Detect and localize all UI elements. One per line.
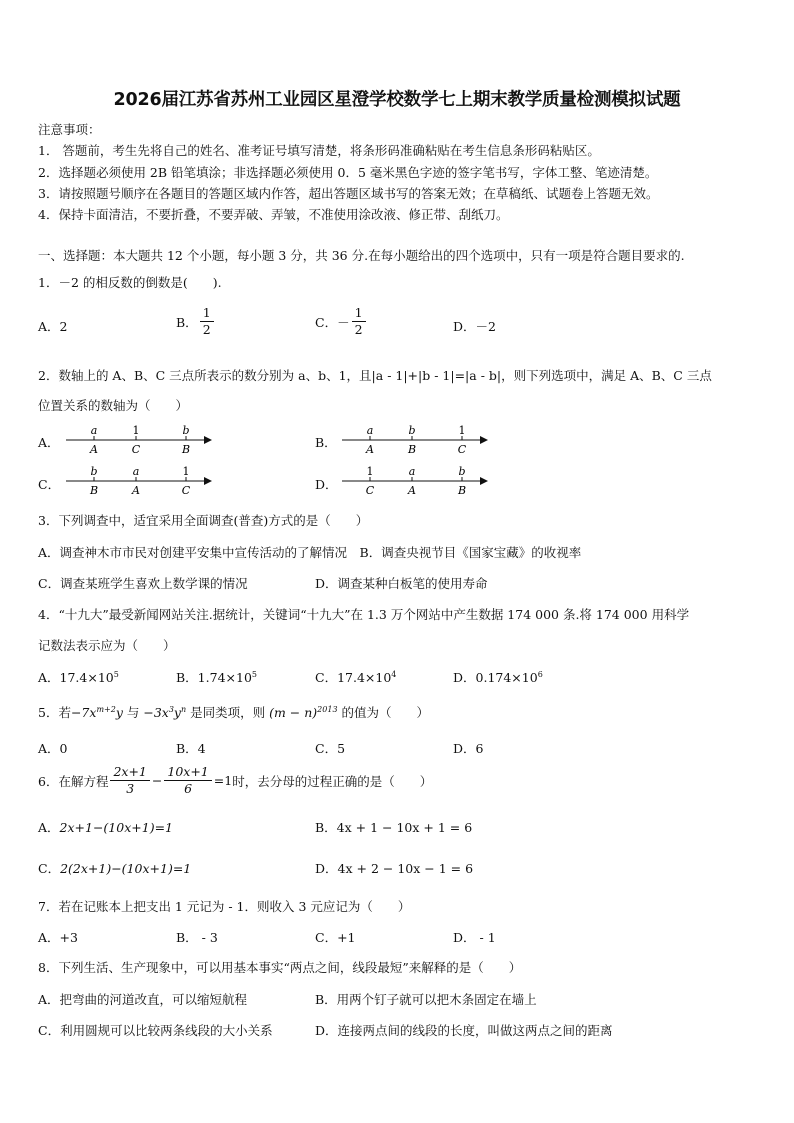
fraction-denominator: 3 — [126, 781, 135, 796]
point-name-label: B — [457, 484, 467, 497]
q4-option-a-base: A．17.4×10 — [38, 670, 114, 685]
q2-option-d-label: D． — [315, 477, 338, 492]
q4-option-b — [176, 668, 257, 686]
q6-prefix: 6．在解方程 — [38, 773, 109, 789]
q6-option-a-label: A． — [38, 820, 60, 835]
number-line-b — [342, 425, 492, 459]
point-value-label: b — [182, 424, 190, 437]
fraction-denominator: 6 — [184, 781, 193, 796]
q3-option-c: C．调查某班学生喜欢上数学课的情况 — [38, 576, 248, 591]
point-name-label: C — [181, 484, 191, 497]
point-name-label: A — [132, 484, 140, 497]
q4-option-d-exponent: 6 — [537, 669, 543, 679]
question-2-stem: 2．数轴上的 A、B、C 三点所表示的数分别为 a、b、1，且|a - 1|+|b - 1|=|a - b|，则下列选项中，满足 A、B、C 三点 — [38, 368, 712, 383]
q5-term-2-base: −3x — [143, 705, 169, 720]
point-value-label: a — [366, 424, 374, 437]
point-value-label: 1 — [182, 465, 190, 478]
q8-option-c: C．利用圆规可以比较两条线段的大小关系 — [38, 1023, 273, 1038]
q1-option-c — [315, 305, 368, 338]
q2-option-b-label: B． — [315, 435, 337, 450]
question-5-stem — [38, 703, 429, 721]
number-line-d — [342, 466, 492, 500]
number-line-c — [66, 466, 216, 500]
q1-option-c-label: C．－ — [315, 314, 350, 330]
point-value-label: a — [132, 465, 140, 478]
q6-fraction-2 — [164, 764, 211, 797]
q4-option-a — [38, 668, 119, 686]
q5-expression-base: (m − n) — [269, 705, 318, 720]
q5-option-a: A．0 — [38, 741, 68, 756]
notice-item: 3．请按照题号顺序在各题目的答题区域内作答，超出答题区域书写的答案无效；在草稿纸、试题卷上答题无效。 — [38, 186, 659, 201]
q6-fraction-1 — [110, 764, 149, 797]
q8-option-a: A．把弯曲的河道改直，可以缩短航程 — [38, 992, 248, 1007]
q4-option-d — [453, 668, 543, 686]
q5-option-c: C．5 — [315, 741, 346, 756]
axis-arrow-icon — [480, 436, 488, 444]
question-8-stem: 8．下列生活、生产现象中，可以用基本事实“两点之间，线段最短”来解释的是（ ） — [38, 960, 522, 975]
q5-option-d: D．6 — [453, 741, 484, 756]
fraction-denominator: 2 — [202, 322, 211, 337]
point-value-label: 1 — [132, 424, 140, 437]
axis-arrow-icon — [204, 477, 212, 485]
point-name-label: B — [407, 443, 417, 456]
q1-option-a: A．2 — [38, 319, 68, 334]
number-line-a — [66, 425, 216, 459]
q5-term-1 — [71, 705, 123, 720]
q6-option-a — [38, 818, 173, 836]
q5-term-2 — [143, 705, 186, 720]
notice-item: 4．保持卡面清洁，不要折叠，不要弄破、弄皱，不准使用涂改液、修正带、刮纸刀。 — [38, 207, 509, 222]
axis-arrow-icon — [480, 477, 488, 485]
q1-option-c-fraction — [352, 305, 366, 338]
q6-option-d: D．4x + 2 − 10x − 1 = 6 — [315, 861, 474, 876]
q5-expression — [269, 705, 337, 720]
q6-option-c — [38, 859, 191, 877]
point-value-label: a — [90, 424, 98, 437]
q7-option-d: D． - 1 — [453, 930, 496, 945]
q1-option-b — [176, 305, 216, 338]
q6-suffix: 时，去分母的过程正确的是（ ） — [232, 773, 433, 789]
q6-equals: =1 — [213, 773, 233, 788]
question-4-stem-cont: 记数法表示应为（ ） — [38, 638, 176, 653]
q1-option-b-label: B． — [176, 314, 198, 330]
q7-option-a: A．+3 — [38, 930, 78, 945]
q5-term-2-exponent: 3 — [168, 704, 174, 714]
q5-term-1-tail: y — [115, 705, 123, 720]
point-value-label: a — [408, 465, 416, 478]
fraction-numerator: 2x+1 — [110, 764, 149, 781]
q6-option-c-label: C． — [38, 861, 61, 876]
q4-option-b-exponent: 5 — [251, 669, 257, 679]
question-4-stem: 4．“十九大”最受新闻网站关注.据统计，关键词“十九大”在 1.3 万个网站中产生数据 174 000 条.将 174 000 用科学 — [38, 607, 690, 622]
point-value-label: b — [90, 465, 98, 478]
point-name-label: A — [408, 484, 416, 497]
q3-option-ab: A．调查神木市市民对创建平安集中宣传活动的了解情况 B．调查央视节目《国家宝藏》的收视率 — [38, 545, 582, 560]
q5-option-b: B．4 — [176, 741, 206, 756]
q4-option-c-exponent: 4 — [391, 669, 397, 679]
q6-option-b: B．4x + 1 − 10x + 1 = 6 — [315, 820, 473, 835]
q3-option-d: D．调查某种白板笔的使用寿命 — [315, 576, 488, 591]
q5-term-2-tail: y — [173, 705, 181, 720]
q6-minus: − — [151, 773, 163, 788]
notice-item: 2．选择题必须使用 2B 铅笔填涂；非选择题必须使用 0．5 毫米黑色字迹的签字笔书写，字体工整、笔迹清楚。 — [38, 165, 658, 180]
q4-option-d-base: D．0.174×10 — [453, 670, 538, 685]
fraction-numerator: 10x+1 — [164, 764, 211, 781]
point-name-label: B — [89, 484, 99, 497]
q5-term-2-exponent-2: n — [180, 704, 187, 714]
q8-option-b: B．用两个钉子就可以把木条固定在墙上 — [315, 992, 537, 1007]
q5-connector-2: 是同类项，则 — [186, 705, 270, 720]
q5-connector: 与 — [122, 705, 144, 720]
point-value-label: b — [458, 465, 466, 478]
q8-option-d: D．连接两点间的线段的长度，叫做这两点之间的距离 — [315, 1023, 613, 1038]
question-6-stem — [38, 764, 432, 797]
question-7-stem: 7．若在记账本上把支出 1 元记为 - 1．则收入 3 元应记为（ ） — [38, 899, 411, 914]
point-name-label: A — [90, 443, 98, 456]
axis-arrow-icon — [204, 436, 212, 444]
question-1-stem: 1．－2 的相反数的倒数是( ). — [38, 275, 222, 290]
q1-option-b-fraction — [200, 305, 214, 338]
fraction-numerator: 1 — [200, 305, 214, 322]
point-value-label: b — [408, 424, 416, 437]
q6-option-a-expr: 2x+1−(10x+1)=1 — [59, 820, 173, 835]
point-name-label: C — [457, 443, 467, 456]
q7-option-c: C．+1 — [315, 930, 356, 945]
notice-item: 1． 答题前，考生先将自己的姓名、准考证号填写清楚，将条形码准确粘贴在考生信息条形码粘贴区。 — [38, 143, 600, 158]
point-name-label: B — [181, 443, 191, 456]
point-value-label: 1 — [458, 424, 466, 437]
section-heading: 一、选择题：本大题共 12 个小题，每小题 3 分，共 36 分.在每小题给出的四个选项中，只有一项是符合题目要求的. — [38, 248, 685, 263]
fraction-numerator: 1 — [352, 305, 366, 322]
point-name-label: A — [366, 443, 374, 456]
q5-term-1-exponent: m+2 — [96, 704, 116, 714]
q2-option-a-label: A． — [38, 435, 60, 450]
point-value-label: 1 — [366, 465, 374, 478]
q1-option-d: D．－2 — [453, 319, 496, 334]
q4-option-c — [315, 668, 396, 686]
q5-suffix: 的值为（ ） — [337, 705, 430, 720]
q2-option-c-label: C． — [38, 477, 61, 492]
point-name-label: C — [131, 443, 141, 456]
q4-option-a-exponent: 5 — [113, 669, 119, 679]
point-name-label: C — [365, 484, 375, 497]
q7-option-b: B． - 3 — [176, 930, 218, 945]
question-3-stem: 3．下列调查中，适宜采用全面调查(普查)方式的是（ ） — [38, 513, 369, 528]
notice-heading: 注意事项： — [38, 122, 101, 137]
q5-prefix: 5．若 — [38, 705, 71, 720]
q5-expression-exponent: 2013 — [317, 704, 338, 714]
q4-option-c-base: C．17.4×10 — [315, 670, 392, 685]
q4-option-b-base: B．1.74×10 — [176, 670, 252, 685]
q5-term-1-base: −7x — [70, 705, 97, 720]
q6-option-c-expr: 2(2x+1)−(10x+1)=1 — [60, 861, 192, 876]
question-2-stem-cont: 位置关系的数轴为（ ） — [38, 398, 189, 413]
page-title: 2026届江苏省苏州工业园区星澄学校数学七上期末教学质量检测模拟试题 — [113, 90, 681, 110]
fraction-denominator: 2 — [354, 322, 363, 337]
